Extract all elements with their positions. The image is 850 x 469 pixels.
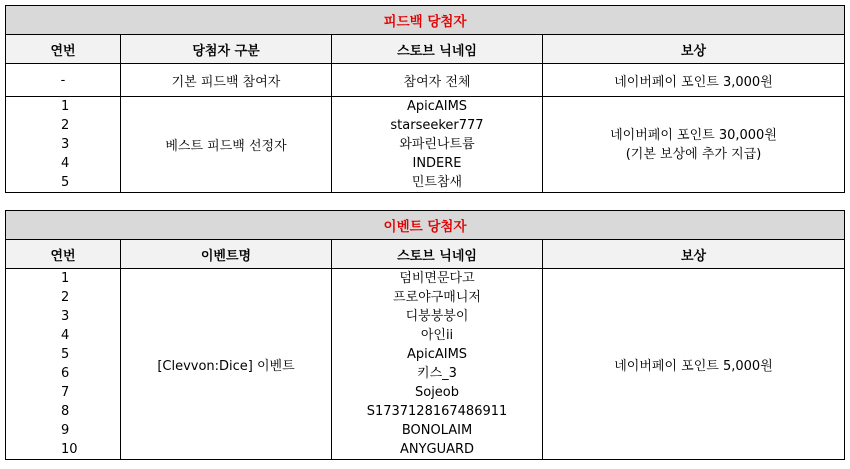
list-item: 9 — [61, 423, 70, 438]
row-reward: 네이버페이 포인트 5,000원 — [543, 269, 845, 460]
table-title-row — [6, 211, 845, 240]
row-reward — [543, 97, 845, 193]
header-no: 연번 — [6, 35, 121, 64]
event-table-title: 이벤트 당첨자 — [6, 211, 845, 240]
header-category: 당첨자 구분 — [121, 35, 332, 64]
reward-note: (기본 보상에 추가 지급) — [625, 146, 762, 162]
table-header-row — [6, 35, 845, 64]
feedback-winners-table — [5, 5, 845, 193]
row-nickname-list — [332, 269, 543, 460]
list-item: 디붕붕붕이 — [405, 309, 469, 324]
list-item: S1737128167486911 — [366, 404, 508, 419]
table-row — [6, 64, 845, 97]
header-reward: 보상 — [543, 35, 845, 64]
feedback-winners-section — [5, 5, 844, 193]
list-item: 프로야구매니저 — [393, 290, 481, 305]
header-event-name: 이벤트명 — [121, 240, 332, 269]
event-winners-table — [5, 210, 845, 460]
list-item: 키스_3 — [417, 366, 457, 381]
list-item: 민트참새 — [411, 175, 463, 190]
table-row — [6, 97, 845, 193]
list-item: 1 — [61, 99, 70, 114]
row-category: 기본 피드백 참여자 — [121, 64, 332, 97]
table-title-row — [6, 6, 845, 35]
list-item: ApicAIMS — [406, 99, 468, 114]
row-event-name: [Clevvon:Dice] 이벤트 — [121, 269, 332, 460]
row-nickname: 참여자 전체 — [332, 64, 543, 97]
list-item: 와파린나트륨 — [399, 137, 475, 152]
list-item: 3 — [61, 309, 70, 324]
row-category: 베스트 피드백 선정자 — [121, 97, 332, 193]
header-nickname: 스토브 닉네임 — [332, 35, 543, 64]
table-row — [6, 269, 845, 460]
list-item: 6 — [61, 366, 70, 381]
header-no: 연번 — [6, 240, 121, 269]
list-item: 3 — [61, 137, 70, 152]
reward-line: 네이버페이 포인트 30,000원 — [610, 127, 777, 143]
row-no-list — [6, 269, 121, 460]
event-winners-section — [5, 210, 844, 460]
header-reward: 보상 — [543, 240, 845, 269]
list-item: 2 — [61, 290, 70, 305]
list-item: 7 — [61, 385, 70, 400]
list-item: 8 — [61, 404, 70, 419]
feedback-table-title: 피드백 당첨자 — [6, 6, 845, 35]
row-reward: 네이버페이 포인트 3,000원 — [543, 64, 845, 97]
list-item: Sojeob — [414, 385, 460, 400]
list-item: 10 — [61, 442, 78, 457]
list-item: starseeker777 — [390, 118, 484, 133]
row-no-list — [6, 97, 121, 193]
list-item: 덤비면문다고 — [399, 271, 475, 286]
header-nickname: 스토브 닉네임 — [332, 240, 543, 269]
list-item: 4 — [61, 328, 70, 343]
list-item: 1 — [61, 271, 70, 286]
list-item: 아인ii — [420, 328, 454, 343]
list-item: 2 — [61, 118, 70, 133]
list-item: INDERE — [412, 156, 462, 171]
table-header-row — [6, 240, 845, 269]
row-no: - — [6, 64, 121, 97]
list-item: ApicAIMS — [406, 347, 468, 362]
row-nickname-list — [332, 97, 543, 193]
list-item: 5 — [61, 347, 70, 362]
list-item: 4 — [61, 156, 70, 171]
list-item: ANYGUARD — [399, 442, 475, 457]
list-item: BONOLAIM — [401, 423, 473, 438]
list-item: 5 — [61, 175, 70, 190]
